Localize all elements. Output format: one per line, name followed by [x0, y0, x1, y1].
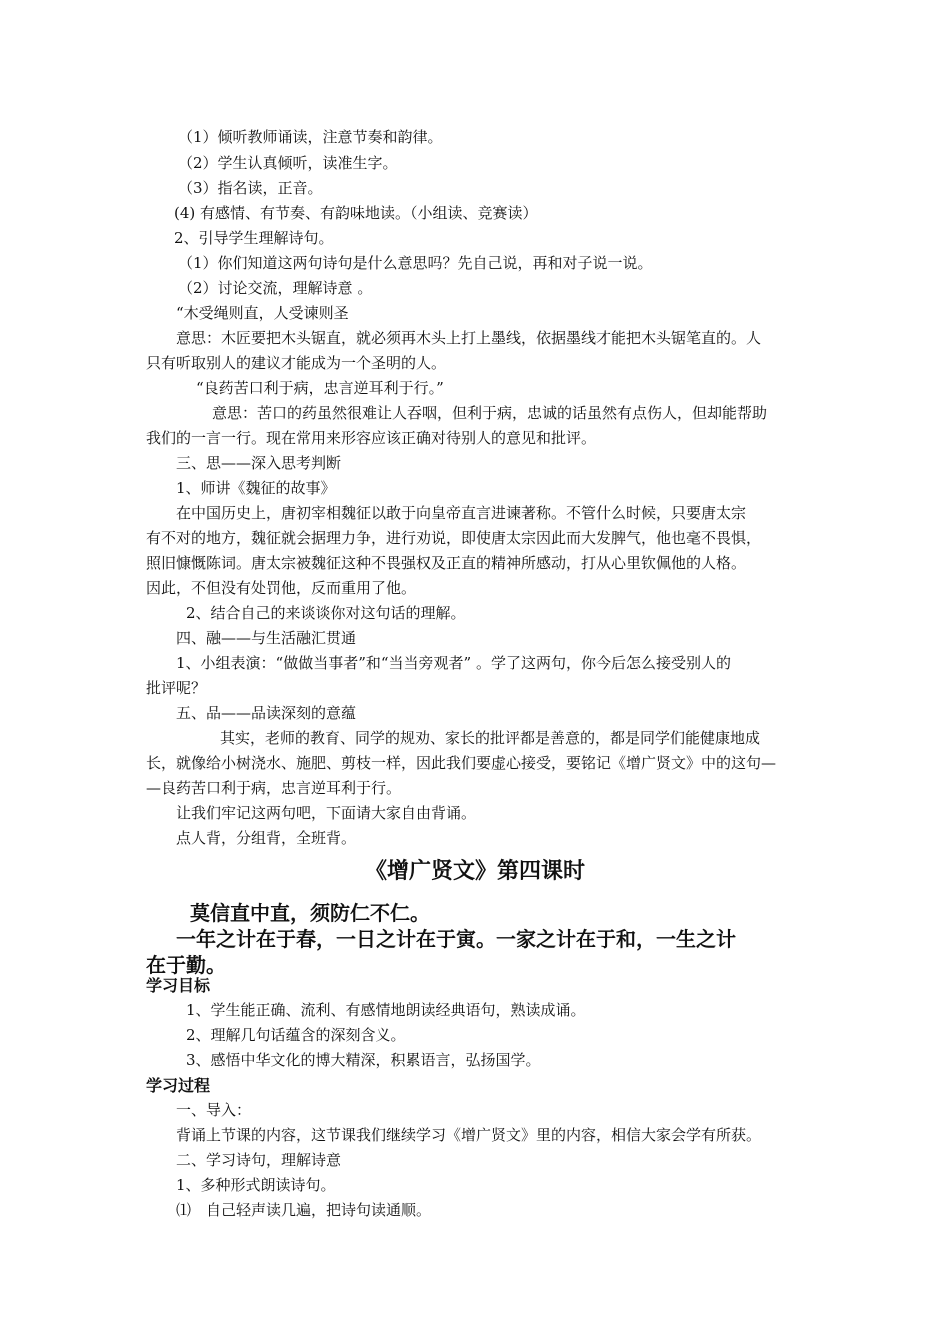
text-line: 一、导入：: [176, 1101, 252, 1119]
text-line: ⑴ 自己轻声读几遍，把诗句读通顺。: [176, 1201, 432, 1219]
text-line: 1、多种形式朗读诗句。: [176, 1176, 336, 1194]
text-line: 长，就像给小树浇水、施肥、剪枝一样，因此我们要虚心接受，要铭记《增广贤文》中的这句—: [146, 754, 777, 772]
text-line: 意思：苦口的药虽然很难让人吞咽，但利于病，忠诚的话虽然有点伤人，但却能帮助: [212, 404, 768, 422]
text-line: —良药苦口利于病，忠言逆耳利于行。: [146, 779, 402, 797]
poem-line: 在于勤。: [146, 953, 226, 977]
list-item: 2、理解几句话蕴含的深刻含义。: [186, 1026, 406, 1044]
lesson-title: 《增广贤文》第四课时: [364, 859, 585, 884]
text-line: 1、师讲《魏征的故事》: [176, 479, 336, 497]
text-line: (4) 有感情、有节奏、有韵味地读。（小组读、竞赛读）: [174, 204, 538, 222]
text-line: （2）讨论交流，理解诗意 。: [178, 279, 373, 297]
text-line: 三、思——深入思考判断: [176, 454, 342, 472]
poem-line: 一年之计在于春，一日之计在于寅。一家之计在于和，一生之计: [176, 927, 736, 951]
text-line: （2）学生认真倾听，读准生字。: [178, 154, 398, 172]
list-item: 1、学生能正确、流利、有感情地朗读经典语句，熟读成诵。: [186, 1001, 586, 1019]
text-line: （1）倾听教师诵读，注意节奏和韵律。: [178, 128, 443, 146]
text-line: 有不对的地方，魏征就会据理力争，进行劝说，即使唐太宗因此而大发脾气，他也毫不畏惧，: [146, 529, 762, 547]
list-item: 3、感悟中华文化的博大精深，积累语言，弘扬国学。: [186, 1051, 541, 1069]
text-line: 让我们牢记这两句吧，下面请大家自由背诵。: [176, 804, 477, 822]
text-line: 在中国历史上，唐初宰相魏征以敢于向皇帝直言进谏著称。不管什么时候，只要唐太宗: [176, 504, 747, 522]
text-line: 意思：木匠要把木头锯直，就必须再木头上打上墨线，依据墨线才能把木头锯笔直的。人: [176, 329, 762, 347]
text-line: 1、小组表演：“做做当事者”和“当当旁观者” 。学了这两句，你今后怎么接受别人的: [176, 654, 731, 672]
text-line: 五、品——品读深刻的意蕴: [176, 704, 357, 722]
text-line: 二、学习诗句，理解诗意: [176, 1151, 342, 1169]
text-line: （3）指名读，正音。: [178, 179, 323, 197]
text-line: 背诵上节课的内容，这节课我们继续学习《增广贤文》里的内容，相信大家会学有所获。: [176, 1126, 762, 1144]
text-line: “木受绳则直，人受谏则圣: [176, 304, 349, 322]
text-line: 点人背，分组背，全班背。: [176, 829, 357, 847]
text-line: （1）你们知道这两句诗句是什么意思吗？先自己说，再和对子说一说。: [178, 254, 653, 272]
text-line: 我们的一言一行。现在常用来形容应该正确对待别人的意见和批评。: [146, 429, 597, 447]
text-line: 2、引导学生理解诗句。: [174, 229, 334, 247]
process-heading: 学习过程: [146, 1076, 211, 1095]
goals-heading: 学习目标: [146, 976, 211, 995]
text-line: 其实，老师的教育、同学的规劝、家长的批评都是善意的，都是同学们能健康地成: [220, 729, 761, 747]
text-line: 批评呢？: [146, 679, 207, 697]
text-line: 四、融——与生活融汇贯通: [176, 629, 357, 647]
text-line: “良药苦口利于病，忠言逆耳利于行。”: [196, 379, 444, 397]
text-line: 2、结合自己的来谈谈你对这句话的理解。: [186, 604, 466, 622]
text-line: 只有听取别人的建议才能成为一个圣明的人。: [146, 354, 447, 372]
text-line: 因此，不但没有处罚他，反而重用了他。: [146, 579, 417, 597]
text-line: 照旧慷慨陈词。唐太宗被魏征这种不畏强权及正直的精神所感动，打从心里钦佩他的人格。: [146, 554, 747, 572]
poem-line: 莫信直中直，须防仁不仁。: [190, 901, 430, 925]
